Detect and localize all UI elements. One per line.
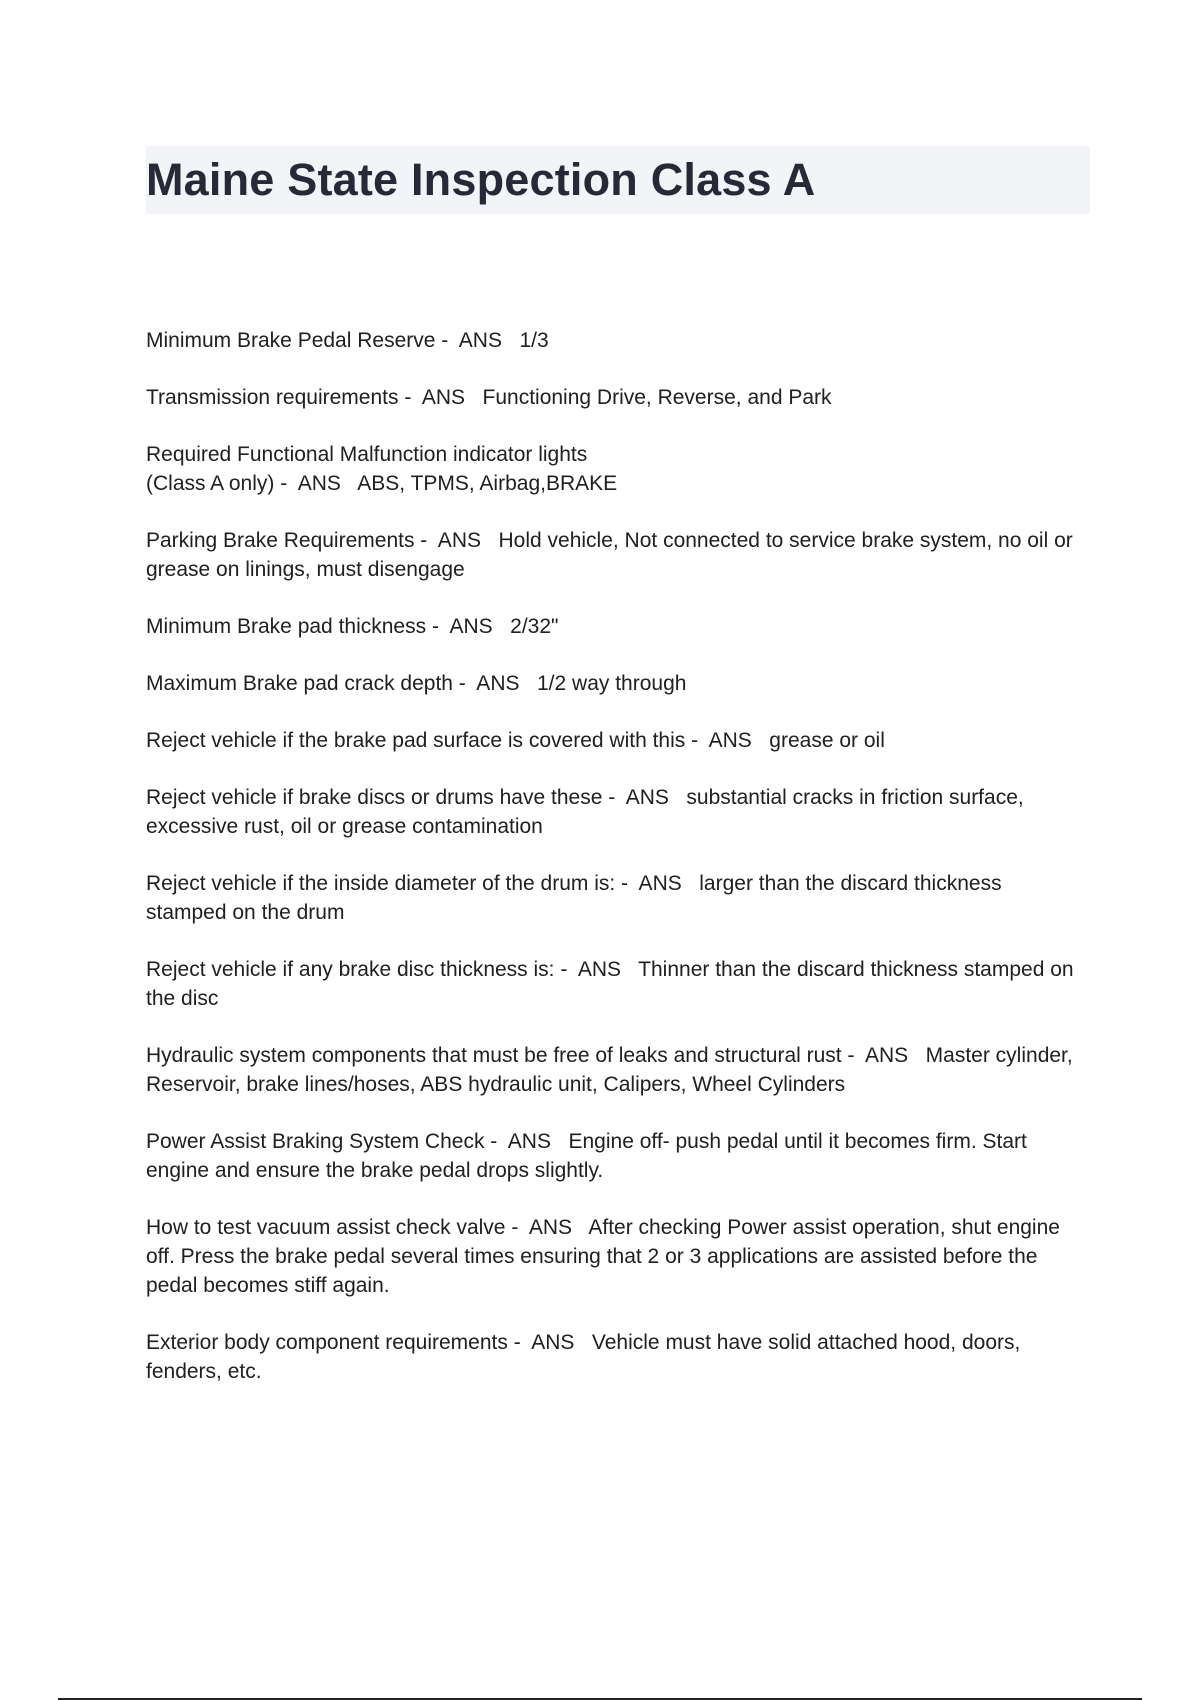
qa-item: [146, 669, 1086, 698]
answer-separator: - ANS: [484, 1130, 569, 1153]
question-text: Reject vehicle if brake discs or drums have these: [146, 786, 603, 809]
question-text: Reject vehicle if the brake pad surface is covered with this: [146, 729, 686, 752]
question-text: Parking Brake Requirements: [146, 529, 415, 552]
answer-text: 1/3: [519, 329, 549, 352]
qa-item: [146, 1127, 1086, 1185]
answer-separator: - ANS: [602, 786, 687, 809]
question-text: Maximum Brake pad crack depth: [146, 672, 453, 695]
question-text-line-2: (Class A only): [146, 472, 275, 495]
answer-text: Master cylinder, Reservoir, brake lines/hoses, ABS hydraulic unit, Calipers, Wheel Cylinders: [146, 1044, 1073, 1096]
question-text: Transmission requirements: [146, 386, 399, 409]
answer-text: 2/32": [510, 615, 559, 638]
question-text: Reject vehicle if any brake disc thickness is:: [146, 958, 555, 981]
answer-separator: - ANS: [435, 329, 520, 352]
answer-text: After checking Power assist operation, shut engine off. Press the brake pedal several times ensuring that 2 or 3 applications are assisted before the pedal becomes stiff again.: [146, 1216, 1060, 1297]
question-text: Minimum Brake Pedal Reserve: [146, 329, 436, 352]
answer-separator: - ANS: [398, 386, 483, 409]
answer-text: 1/2 way through: [537, 672, 687, 695]
answer-text: grease or oil: [769, 729, 885, 752]
qa-item: [146, 1041, 1086, 1099]
qa-item: [146, 869, 1086, 927]
qa-item: [146, 440, 1086, 498]
qa-item: [146, 1328, 1086, 1386]
qa-item: [146, 383, 1086, 412]
question-text: Exterior body component requirements: [146, 1331, 508, 1354]
answer-separator: - ANS: [452, 672, 537, 695]
answer-text: Thinner than the discard thickness stamped on the disc: [146, 958, 1074, 1010]
qa-item: [146, 1213, 1086, 1300]
answer-separator: - ANS: [507, 1331, 592, 1354]
answer-text: ABS, TPMS, Airbag,BRAKE: [357, 472, 618, 495]
answer-separator: - ANS: [615, 872, 700, 895]
answer-text: Vehicle must have solid attached hood, doors, fenders, etc.: [146, 1331, 1021, 1383]
document-title: Maine State Inspection Class A: [146, 154, 816, 205]
answer-separator: - ANS: [274, 472, 358, 495]
answer-separator: - ANS: [426, 615, 511, 638]
title-band: [146, 146, 1090, 214]
question-text: How to test vacuum assist check valve: [146, 1216, 506, 1239]
question-text: Minimum Brake pad thickness: [146, 615, 427, 638]
qa-item: [146, 726, 1086, 755]
question-text: Reject vehicle if the inside diameter of the drum is:: [146, 872, 616, 895]
qa-item: [146, 783, 1086, 841]
question-text: Hydraulic system components that must be free of leaks and structural rust: [146, 1044, 842, 1067]
question-text: Power Assist Braking System Check: [146, 1130, 485, 1153]
answer-separator: - ANS: [841, 1044, 926, 1067]
answer-text: Engine off- push pedal until it becomes firm. Start engine and ensure the brake pedal drops slightly.: [146, 1130, 1027, 1182]
question-text-line-1: Required Functional Malfunction indicator lights: [146, 443, 588, 466]
answer-separator: - ANS: [414, 529, 499, 552]
answer-separator: - ANS: [505, 1216, 589, 1239]
answer-text: larger than the discard thickness stamped on the drum: [146, 872, 1002, 924]
qa-list: [146, 326, 1086, 1414]
answer-text: Hold vehicle, Not connected to service brake system, no oil or grease on linings, must disengage: [146, 529, 1073, 581]
answer-separator: - ANS: [685, 729, 770, 752]
qa-item: [146, 526, 1086, 584]
answer-text: substantial cracks in friction surface, excessive rust, oil or grease contamination: [146, 786, 1024, 838]
qa-item: [146, 955, 1086, 1013]
qa-item: [146, 326, 1086, 355]
answer-text: Functioning Drive, Reverse, and Park: [482, 386, 832, 409]
qa-item: [146, 612, 1086, 641]
answer-separator: - ANS: [554, 958, 639, 981]
